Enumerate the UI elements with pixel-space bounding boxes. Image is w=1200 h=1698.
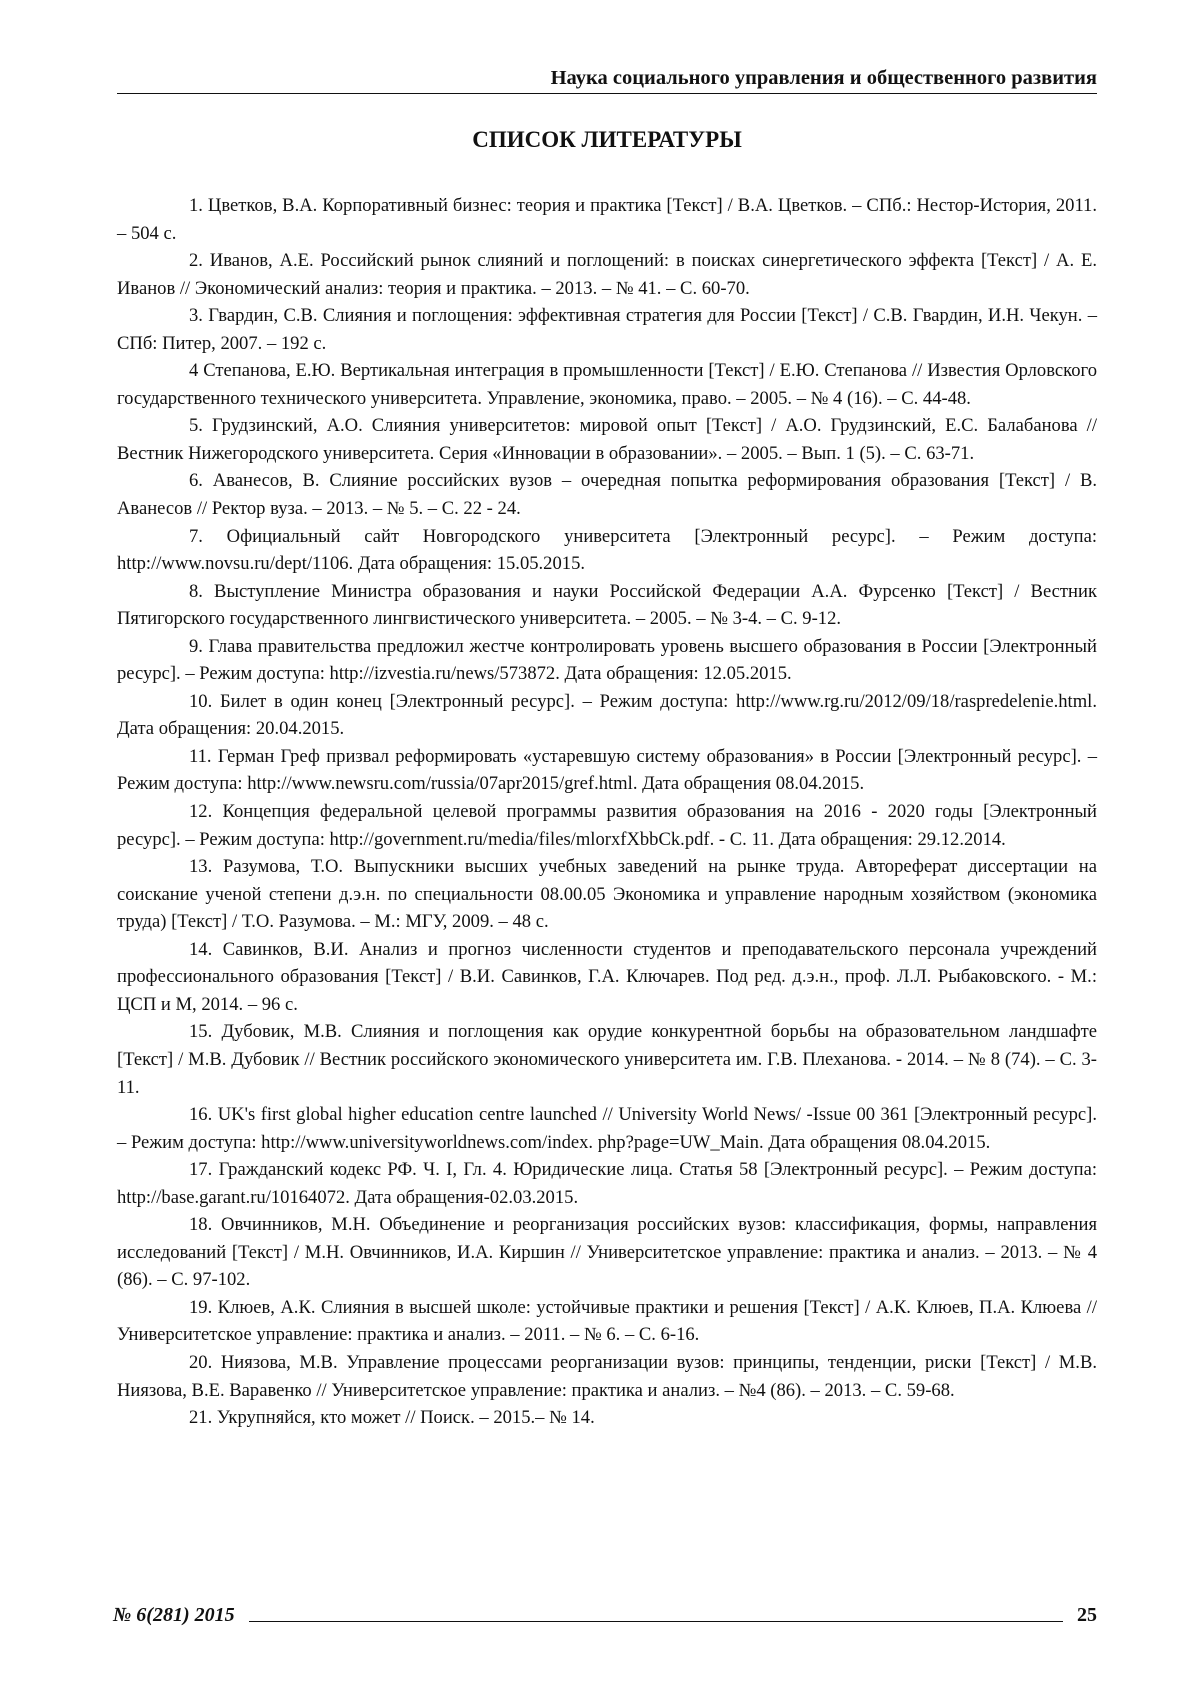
reference-item: 4 Степанова, Е.Ю. Вертикальная интеграция в промышленности [Текст] / Е.Ю. Степанова // Известия Орловского государственного технического университета. Управление, экономика, право. – 2005. – № 4 (16). – С. 44-48. (117, 357, 1097, 412)
reference-item: 16. UK's first global higher education centre launched // University World News/ -Issue 00 361 [Электронный ресурс]. – Режим доступа: http://www.universityworldnews.com/index. php?page=UW_Main. Дата обращения 08.04.2015. (117, 1101, 1097, 1156)
page-number: 25 (1077, 1604, 1097, 1627)
reference-item: 3. Гвардин, С.В. Слияния и поглощения: эффективная стратегия для России [Текст] / С.В. Гвардин, И.Н. Чекун. – СПб: Питер, 2007. – 192 с. (117, 302, 1097, 357)
reference-item: 8. Выступление Министра образования и науки Российской Федерации А.А. Фурсенко [Текст] / Вестник Пятигорского государственного лингвистического университета. – 2005. – № 3-4. – С. 9-12. (117, 578, 1097, 633)
reference-item: 6. Аванесов, В. Слияние российских вузов – очередная попытка реформирования образования [Текст] / В. Аванесов // Ректор вуза. – 2013. – № 5. – С. 22 - 24. (117, 467, 1097, 522)
reference-item: 19. Клюев, А.К. Слияния в высшей школе: устойчивые практики и решения [Текст] / А.К. Клюев, П.А. Клюева //Университетское управление: практика и анализ. – 2011. – № 6. – С. 6-16. (117, 1294, 1097, 1349)
running-header: Наука социального управления и общественного развития (117, 66, 1097, 94)
reference-item: 11. Герман Греф призвал реформировать «устаревшую систему образования» в России [Электронный ресурс]. – Режим доступа: http://www.newsru.com/russia/07apr2015/gref.html. Дата обращения 08.04.2015. (117, 743, 1097, 798)
reference-list (117, 192, 1097, 1432)
document-page (0, 0, 1200, 1698)
footer-rule (249, 1621, 1063, 1622)
reference-item: 7. Официальный сайт Новгородского университета [Электронный ресурс]. – Режим доступа: http://www.novsu.ru/dept/1106. Дата обращения: 15.05.2015. (117, 523, 1097, 578)
reference-item: 15. Дубовик, М.В. Слияния и поглощения как орудие конкурентной борьбы на образовательном ландшафте [Текст] / М.В. Дубовик // Вестник российского экономического университета им. Г.В. Плеханова. - 2014. – № 8 (74). – С. 3-11. (117, 1018, 1097, 1101)
issue-number: № 6(281) 2015 (113, 1604, 235, 1627)
reference-item: 10. Билет в один конец [Электронный ресурс]. – Режим доступа: http://www.rg.ru/2012/09/18/raspredelenie.html. Дата обращения: 20.04.2015. (117, 688, 1097, 743)
reference-item: 2. Иванов, А.Е. Российский рынок слияний и поглощений: в поисках синергетического эффекта [Текст] / А. Е. Иванов // Экономический анализ: теория и практика. – 2013. – № 41. – С. 60-70. (117, 247, 1097, 302)
reference-item: 18. Овчинников, М.Н. Объединение и реорганизация российских вузов: классификация, формы, направления исследований [Текст] / М.Н. Овчинников, И.А. Киршин // Университетское управление: практика и анализ. – 2013. – № 4 (86). – С. 97-102. (117, 1211, 1097, 1294)
reference-item: 17. Гражданский кодекс РФ. Ч. I, Гл. 4. Юридические лица. Статья 58 [Электронный ресурс]. – Режим доступа: http://base.garant.ru/10164072. Дата обращения-02.03.2015. (117, 1156, 1097, 1211)
reference-item: 1. Цветков, В.А. Корпоративный бизнес: теория и практика [Текст] / В.А. Цветков. – СПб.: Нестор-История, 2011. – 504 с. (117, 192, 1097, 247)
section-title: СПИСОК ЛИТЕРАТУРЫ (117, 126, 1097, 154)
reference-item: 5. Грудзинский, А.О. Слияния университетов: мировой опыт [Текст] / А.О. Грудзинский, Е.С. Балабанова // Вестник Нижегородского университета. Серия «Инновации в образовании». – 2005. – Вып. 1 (5). – С. 63-71. (117, 412, 1097, 467)
page-footer (113, 1604, 1097, 1627)
reference-item: 13. Разумова, Т.О. Выпускники высших учебных заведений на рынке труда. Автореферат диссертации на соискание ученой степени д.э.н. по специальности 08.00.05 Экономика и управление народным хозяйством (экономика труда) [Текст] / Т.О. Разумова. – М.: МГУ, 2009. – 48 с. (117, 853, 1097, 936)
reference-item: 12. Концепция федеральной целевой программы развития образования на 2016 - 2020 годы [Электронный ресурс]. – Режим доступа: http://government.ru/media/files/mlorxfXbbCk.pdf. - С. 11. Дата обращения: 29.12.2014. (117, 798, 1097, 853)
reference-item: 9. Глава правительства предложил жестче контролировать уровень высшего образования в России [Электронный ресурс]. – Режим доступа: http://izvestia.ru/news/573872. Дата обращения: 12.05.2015. (117, 633, 1097, 688)
reference-item: 20. Ниязова, М.В. Управление процессами реорганизации вузов: принципы, тенденции, риски [Текст] / М.В. Ниязова, В.Е. Варавенко // Университетское управление: практика и анализ. – №4 (86). – 2013. – С. 59-68. (117, 1349, 1097, 1404)
reference-item: 14. Савинков, В.И. Анализ и прогноз численности студентов и преподавательского персонала учреждений профессионального образования [Текст] / В.И. Савинков, Г.А. Ключарев. Под ред. д.э.н., проф. Л.Л. Рыбаковского. - М.: ЦСП и М, 2014. – 96 с. (117, 936, 1097, 1019)
reference-item: 21. Укрупняйся, кто может // Поиск. – 2015.– № 14. (117, 1404, 1097, 1432)
